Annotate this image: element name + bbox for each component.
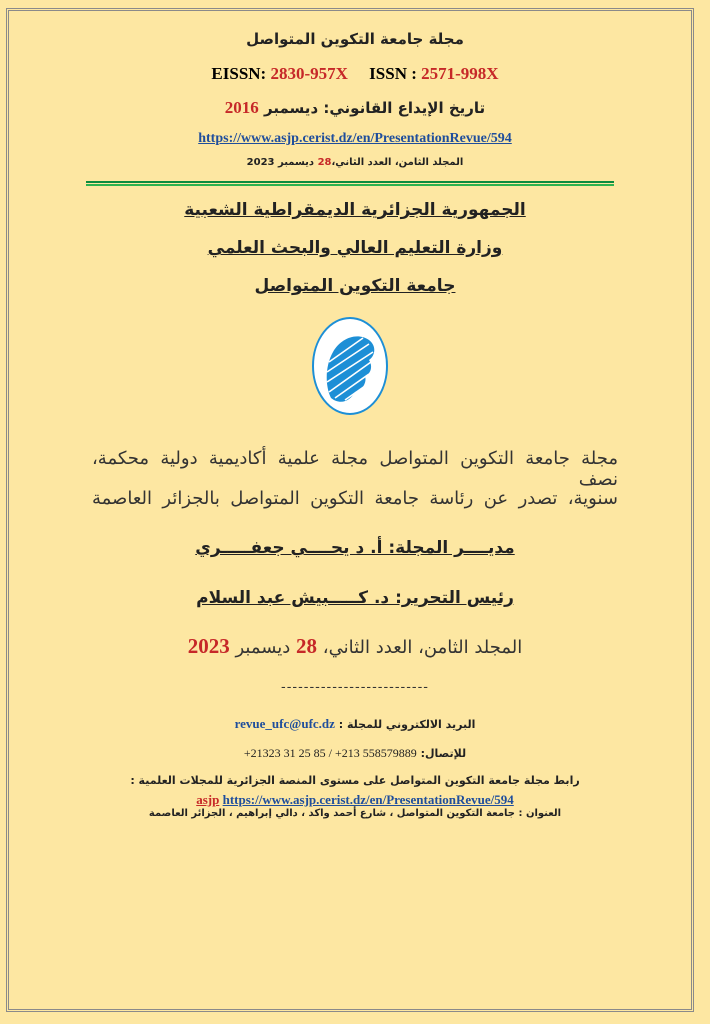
platform-url-link[interactable]: https://www.asjp.cerist.dz/en/PresentationRevue/594 bbox=[222, 792, 514, 807]
address-line: العنوان : جامعة التكوين المتواصل ، شارع أحمد واكد ، دالي إبراهيم ، الجزائر العاصمة bbox=[148, 808, 562, 819]
issue-prefix: المجلد الثامن، العدد الثاني، bbox=[322, 637, 523, 658]
header-issue-prefix: المجلد الثامن، العدد الثاني، bbox=[331, 157, 464, 168]
eissn-label: EISSN: bbox=[211, 64, 267, 83]
director-line: مديــــر المجلة: أ. د يحــــي جعفـــــري bbox=[195, 538, 515, 558]
header-issue-month-year: ديسمبر 2023 bbox=[246, 157, 315, 168]
platform-label: رابط مجلة جامعة التكوين المتواصل على مستوى المنصة الجزائرية للمجلات العلمية : bbox=[130, 774, 580, 787]
eissn-value: 2830-957X bbox=[270, 64, 348, 83]
issue-year: 2023 bbox=[187, 634, 230, 658]
asjp-prefix: asjp bbox=[196, 792, 220, 807]
issue-month: ديسمبر bbox=[235, 637, 291, 658]
issn-value: 2571-998X bbox=[421, 64, 499, 83]
deposit-label: تاريخ الإيداع القانوني: ديسمبر bbox=[264, 99, 486, 117]
university-logo-icon bbox=[311, 316, 389, 416]
platform-link-line bbox=[0, 792, 710, 808]
phone-numbers: +21323 31 25 85 / +213 558579889 bbox=[243, 746, 417, 760]
issn-line bbox=[0, 64, 710, 84]
phone-line bbox=[0, 746, 710, 761]
email-label: البريد الالكتروني للمجلة : bbox=[338, 718, 476, 731]
green-separator bbox=[86, 181, 614, 186]
deposit-year: 2016 bbox=[224, 98, 259, 117]
header-issue-day: 28 bbox=[317, 157, 332, 168]
phone-label: للإتصال: bbox=[420, 747, 467, 760]
issue-line bbox=[0, 634, 710, 659]
legal-deposit bbox=[0, 98, 710, 118]
journal-email-link[interactable]: revue_ufc@ufc.dz bbox=[234, 716, 335, 731]
dashed-divider: -------------------------- bbox=[281, 680, 429, 695]
email-line bbox=[0, 716, 710, 732]
issn-label: ISSN : bbox=[369, 64, 417, 83]
journal-description-line-1: مجلة جامعة التكوين المتواصل مجلة علمية أكاديمية دولية محكمة، نصف bbox=[92, 448, 618, 490]
ministry-name: وزارة التعليم العالي والبحث العلمي bbox=[207, 238, 503, 258]
university-name: جامعة التكوين المتواصل bbox=[254, 276, 456, 296]
journal-title: مجلة جامعة التكوين المتواصل bbox=[246, 30, 464, 48]
journal-description-line-2: سنوية، تصدر عن رئاسة جامعة التكوين المتواصل بالجزائر العاصمة bbox=[92, 488, 618, 509]
header-issue-line bbox=[0, 157, 710, 168]
republic-name: الجمهورية الجزائرية الديمقراطية الشعبية bbox=[184, 200, 526, 220]
issue-day: 28 bbox=[296, 634, 318, 658]
editor-in-chief-line: رئيس التحرير: د. كـــــبيش عبد السلام bbox=[196, 588, 514, 608]
journal-url-link[interactable]: https://www.asjp.cerist.dz/en/PresentationRevue/594 bbox=[198, 131, 512, 146]
